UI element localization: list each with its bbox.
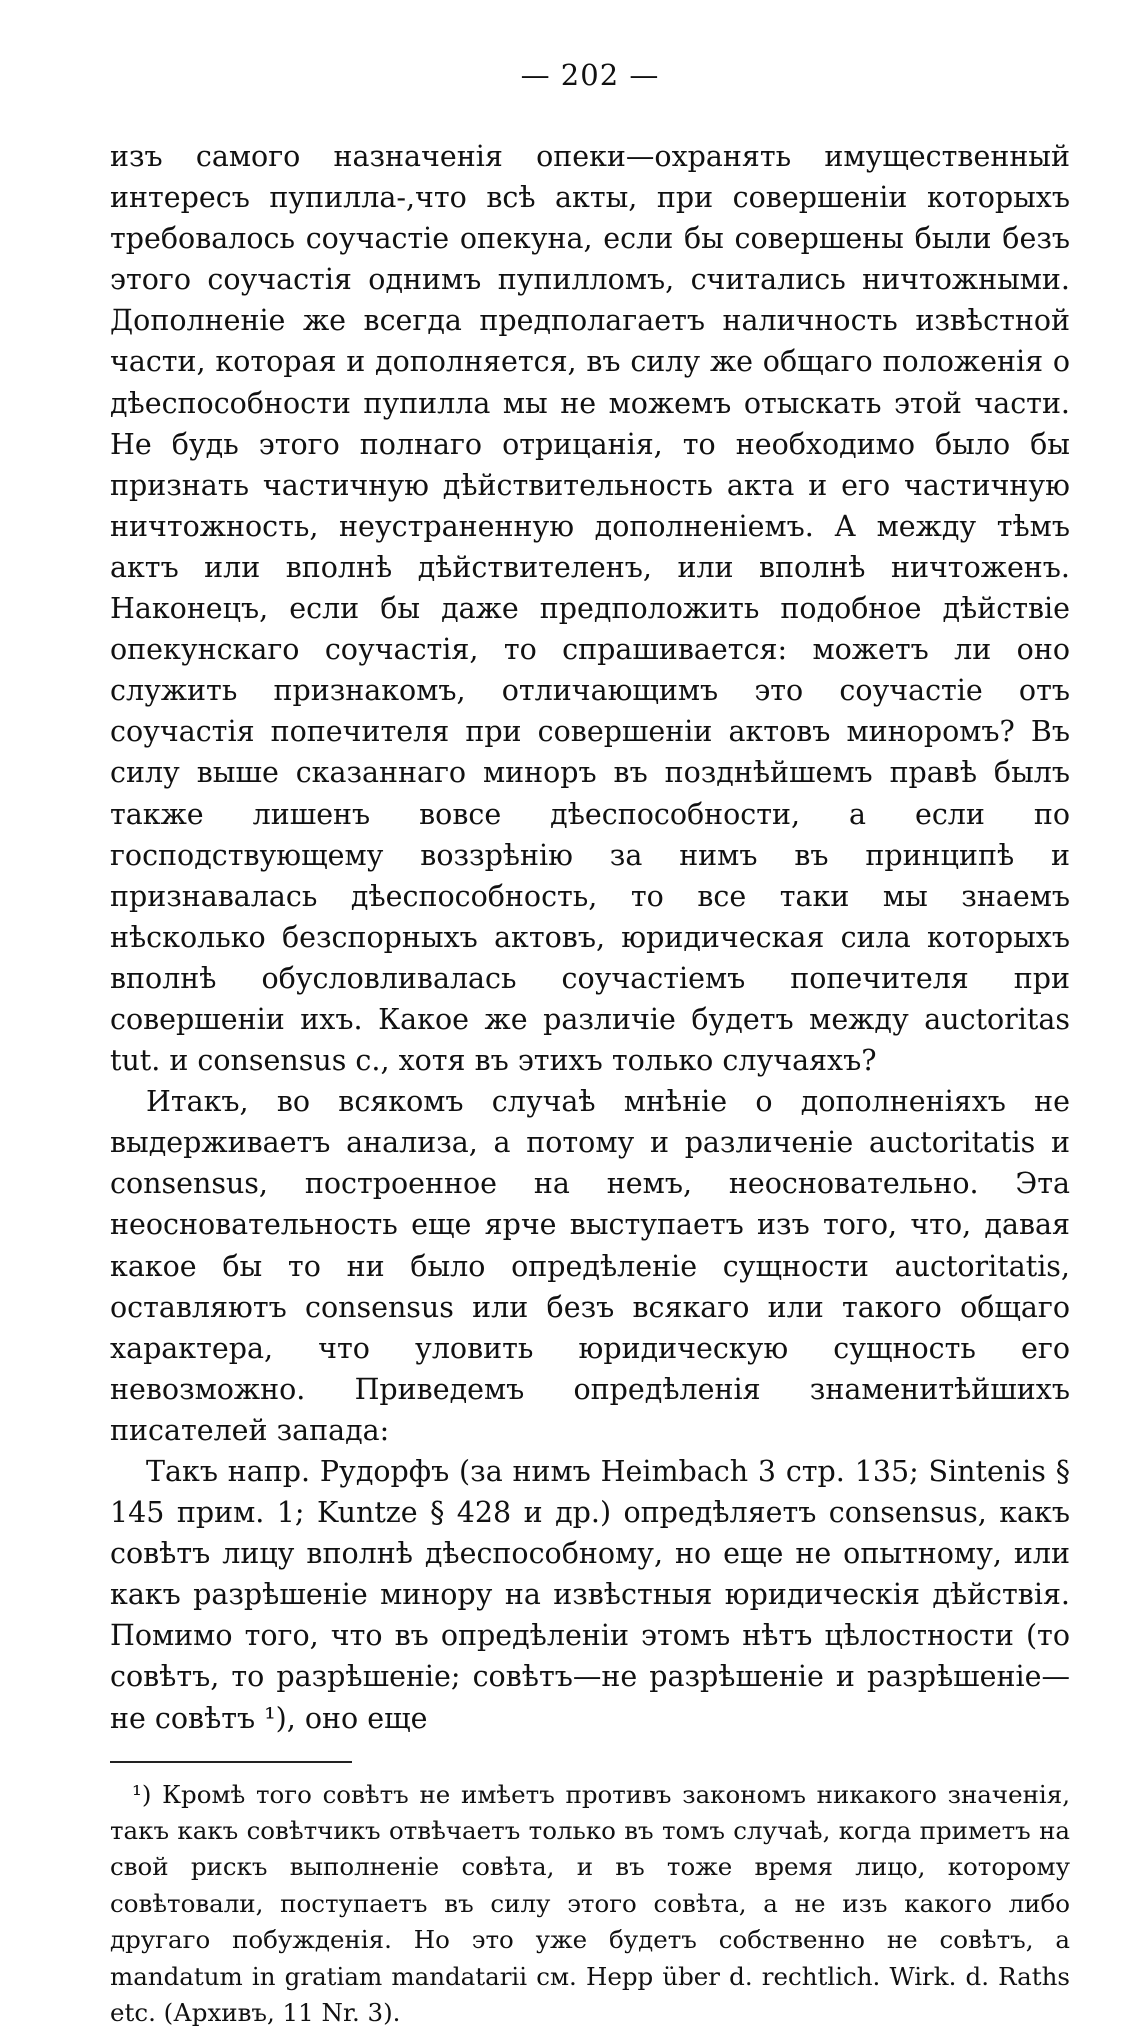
paragraph-1: изъ самого назначенія опеки—охранять имущественный интересъ пупилла-,что всѣ акты, при совершеніи которыхъ требовалось соучастіе опекуна, если бы совершены были безъ этого соучастія однимъ пупилломъ, считались ничтожными. Дополненіе же всегда предполагаетъ наличность извѣстной части, которая и дополняется, въ силу же общаго положенія о дѣеспособности пупилла мы не можемъ отыскать этой части. Не будь этого полнаго отрицанія, то необходимо было бы признать частичную дѣйствительность акта и его частичную ничтожность, неустраненную дополненіемъ. А между тѣмъ актъ или вполнѣ дѣйствителенъ, или вполнѣ ничтоженъ. Наконецъ, если бы даже предположить подобное дѣйствіе опекунскаго соучастія, то спрашивается: можетъ ли оно служить признакомъ, отличающимъ это соучастіе отъ соучастія попечителя при совершеніи актовъ миноромъ? Въ силу выше сказаннаго миноръ въ позднѣйшемъ правѣ былъ также лишенъ вовсе дѣеспособности, а если по господствующему воззрѣнію за нимъ въ принципѣ и признавалась дѣеспособность, то все таки мы знаемъ нѣсколько безспорныхъ актовъ, юридическая сила которыхъ вполнѣ обусловливалась соучастіемъ попечителя при совершеніи ихъ. Какое же различіе будетъ между auctoritas tut. и consensus c., хотя въ этихъ только случаяхъ? (110, 140, 1070, 1078)
main-text (110, 136, 1070, 1739)
book-page (110, 58, 1070, 2032)
footnote (110, 1777, 1070, 2032)
page-number: — 202 — (520, 58, 660, 92)
paragraph-3: Такъ напр. Рудорфъ (за нимъ Heimbach 3 стр. 135; Sintenis § 145 прим. 1; Kuntze § 428 и др.) опредѣляетъ consensus, какъ совѣтъ лицу вполнѣ дѣеспособному, но еще не опытному, или какъ разрѣшеніе минору на извѣстныя юридическія дѣйствія. Помимо того, что въ опредѣленіи этомъ нѣтъ цѣлостности (то совѣтъ, то разрѣшеніе; совѣтъ—не разрѣшеніе и разрѣшеніе—не совѣтъ ¹), оно еще (110, 1455, 1070, 1735)
footnote-text: ¹) Кромѣ того совѣтъ не имѣетъ противъ закономъ никакого значенія, такъ какъ совѣтчикъ отвѣчаетъ только въ томъ случаѣ, когда приметъ на свой рискъ выполненіе совѣта, и въ тоже время лицо, которому совѣтовали, поступаетъ въ силу этого совѣта, а не изъ какого либо другаго побужденія. Но это уже будетъ собственно не совѣтъ, а mandatum in gratiam mandatarii см. Hepp über d. rechtlich. Wirk. d. Raths etc. (Архивъ, 11 Nr. 3). (110, 1779, 1070, 2028)
paragraph-2: Итакъ, во всякомъ случаѣ мнѣніе о дополненіяхъ не выдерживаетъ анализа, а потому и различеніе auctoritatis и consensus, построенное на немъ, неосновательно. Эта неосновательность еще ярче выступаетъ изъ того, что, давая какое бы то ни было опредѣленіе сущности auctoritatis, оставляютъ consensus или безъ всякаго или такого общаго характера, что уловить юридическую сущность его невозможно. Приведемъ опредѣленія знаменитѣйшихъ писателей запада: (110, 1085, 1070, 1447)
footnote-divider (110, 1761, 352, 1763)
